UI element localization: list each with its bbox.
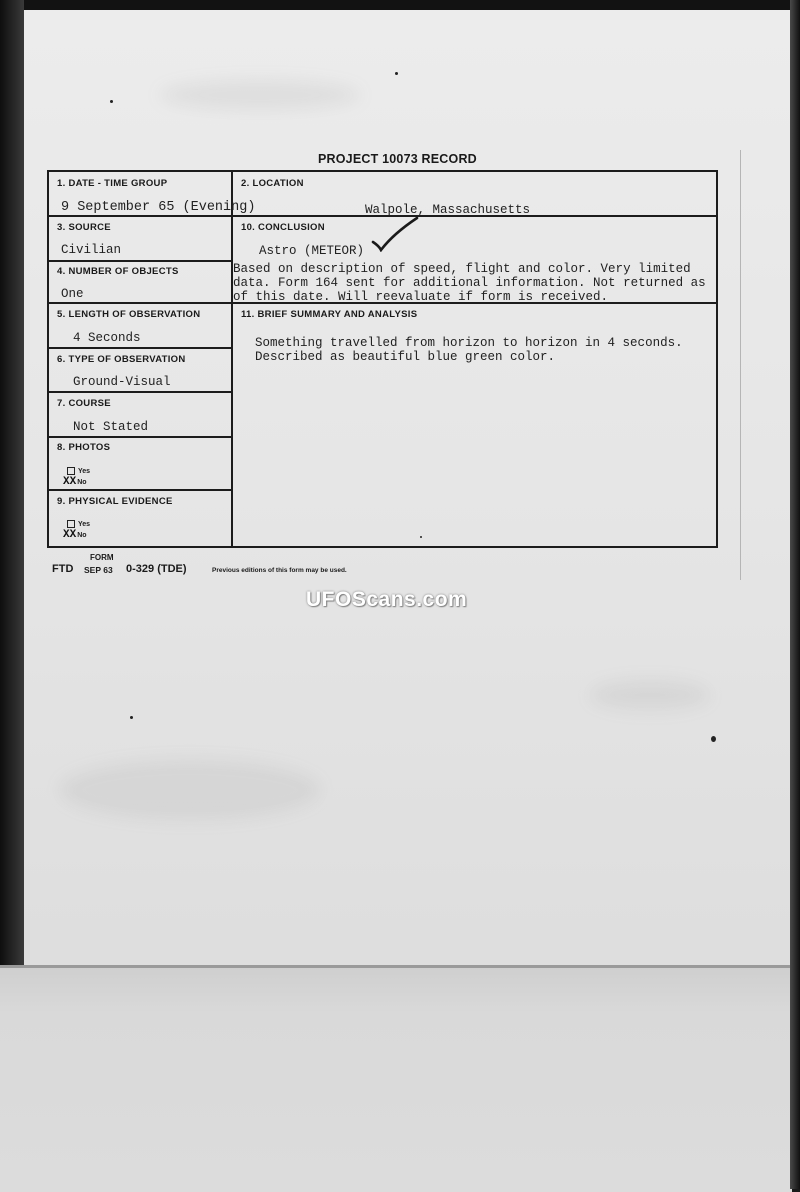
conclusion-line-3: of this date. Will reevaluate if form is received. — [233, 290, 609, 304]
course-label: 7. COURSE — [57, 398, 111, 409]
footer-form-word: FORM — [90, 553, 114, 562]
physical-evidence-label: 9. PHYSICAL EVIDENCE — [57, 496, 173, 507]
conclusion-line-1: Based on description of speed, flight and color. Very limited — [233, 262, 691, 276]
source-value: Civilian — [61, 243, 122, 257]
row-rule — [49, 436, 232, 438]
brief-summary-label: 11. BRIEF SUMMARY AND ANALYSIS — [241, 309, 418, 320]
row-rule — [49, 347, 232, 349]
physical-evidence-yes-label: Yes — [78, 520, 91, 528]
row-rule — [49, 489, 232, 491]
photos-yes-checkbox[interactable] — [67, 467, 75, 475]
length-of-observation-label: 5. LENGTH OF OBSERVATION — [57, 309, 201, 320]
scan-right-edge — [790, 0, 800, 1189]
photos-no-label: No — [77, 479, 87, 486]
physical-evidence-no-option — [63, 529, 87, 541]
page-edge-rule — [740, 150, 741, 580]
smudge — [160, 80, 360, 110]
number-of-objects-value: One — [61, 287, 84, 301]
type-of-observation-label: 6. TYPE OF OBSERVATION — [57, 354, 186, 365]
footer-sep: SEP 63 — [84, 565, 113, 575]
smudge — [60, 760, 320, 820]
course-value: Not Stated — [73, 420, 149, 434]
physical-evidence-yes-checkbox[interactable] — [67, 520, 75, 528]
brief-summary-line-1: Something travelled from horizon to horizon in 4 seconds. — [255, 336, 683, 350]
watermark: UFOScans.com — [306, 588, 468, 611]
speck — [130, 716, 133, 719]
physical-evidence-no-mark[interactable]: XX — [63, 529, 77, 541]
brief-summary-line-2: Described as beautiful blue green color. — [255, 350, 556, 364]
lower-paper-fold — [0, 965, 792, 1192]
record-form — [47, 170, 718, 548]
footer-ftd: FTD — [52, 563, 74, 575]
number-of-objects-label: 4. NUMBER OF OBJECTS — [57, 266, 179, 277]
record-title: PROJECT 10073 RECORD — [318, 152, 477, 166]
physical-evidence-no-label: No — [77, 532, 87, 539]
photos-no-option — [63, 476, 87, 488]
conclusion-label: 10. CONCLUSION — [241, 222, 325, 233]
smudge — [590, 680, 710, 710]
conclusion-line-2: data. Form 164 sent for additional information. Not returned as — [233, 276, 706, 290]
photos-no-mark[interactable]: XX — [63, 476, 77, 488]
conclusion-value: Astro (METEOR) — [259, 244, 365, 258]
check-mark-icon — [371, 216, 421, 252]
location-label: 2. LOCATION — [241, 178, 304, 189]
scan-top-edge — [0, 0, 800, 10]
speck — [110, 100, 113, 103]
location-value: Walpole, Massachusetts — [365, 203, 531, 217]
date-time-group-value: 9 September 65 (Evening) — [61, 200, 256, 215]
speck — [711, 736, 716, 742]
footer-form-number: 0-329 (TDE) — [126, 563, 187, 575]
length-of-observation-value: 4 Seconds — [73, 331, 141, 345]
row-rule — [49, 260, 232, 262]
physical-evidence-yes-option — [67, 520, 90, 528]
speck — [395, 72, 398, 75]
photos-label: 8. PHOTOS — [57, 442, 111, 453]
source-label: 3. SOURCE — [57, 222, 111, 233]
photos-yes-option — [67, 467, 90, 475]
date-time-group-label: 1. DATE - TIME GROUP — [57, 178, 168, 189]
scan-left-edge — [0, 0, 24, 965]
type-of-observation-value: Ground-Visual — [73, 375, 171, 389]
photos-yes-label: Yes — [78, 467, 91, 475]
footer-note: Previous editions of this form may be used. — [212, 567, 347, 574]
row-rule — [49, 391, 232, 393]
